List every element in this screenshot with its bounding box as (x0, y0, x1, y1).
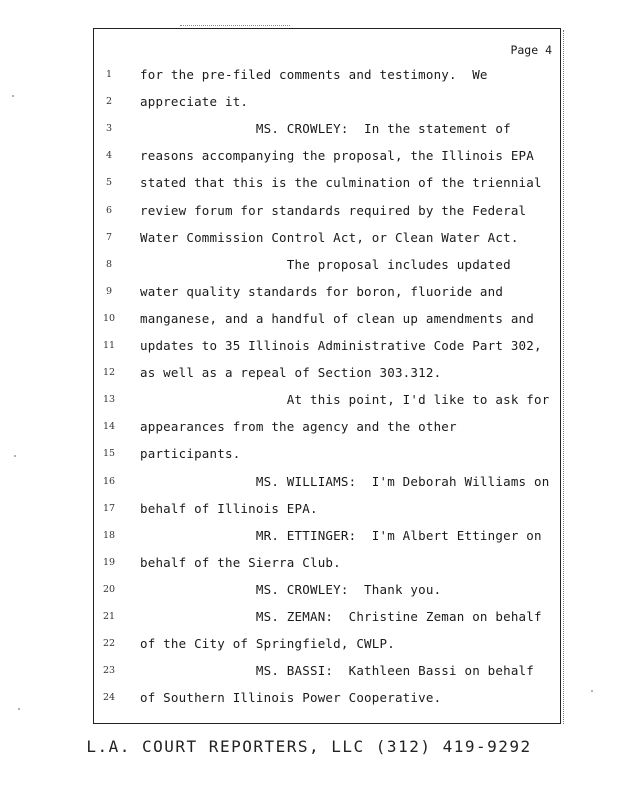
line-number: 2 (105, 96, 113, 108)
transcript-line: stated that this is the culmination of the triennial (140, 175, 542, 191)
line-number: 11 (102, 340, 116, 351)
transcript-line: behalf of Illinois EPA. (140, 500, 318, 516)
transcript-line: The proposal includes updated (140, 256, 511, 272)
transcript-line: water quality standards for boron, fluoride and (140, 283, 504, 299)
line-number: 7 (105, 231, 113, 243)
line-number: 21 (102, 611, 116, 622)
transcript-line: MR. ETTINGER: I'm Albert Ettinger on (140, 527, 542, 543)
transcript-line: updates to 35 Illinois Administrative Code Part 302, (140, 338, 542, 353)
line-number: 5 (105, 177, 113, 189)
line-number: 4 (105, 150, 113, 162)
scan-speck (12, 95, 14, 97)
line-number: 19 (102, 556, 116, 568)
transcript-line: At this point, I'd like to ask for (140, 392, 550, 408)
transcript-line: MS. CROWLEY: In the statement of (140, 121, 511, 137)
right-margin-rule (563, 30, 564, 724)
line-number: 17 (102, 502, 116, 514)
transcript-line: MS. WILLIAMS: I'm Deborah Williams on (140, 473, 550, 489)
scan-speck (14, 455, 16, 457)
transcript-line: for the pre-filed comments and testimony. We (140, 67, 488, 82)
transcript-page (93, 28, 561, 724)
line-number: 23 (102, 665, 116, 677)
line-number: 12 (102, 367, 116, 379)
transcript-line: manganese, and a handful of clean up amendments and (140, 310, 535, 326)
transcript-line: participants. (140, 446, 241, 462)
transcript-line: of Southern Illinois Power Cooperative. (140, 690, 442, 706)
transcript-line: MS. BASSI: Kathleen Bassi on behalf (140, 663, 535, 679)
line-number: 15 (102, 448, 116, 460)
scan-speck (591, 690, 593, 692)
transcript-line: MS. CROWLEY: Thank you. (140, 581, 442, 597)
line-number: 10 (102, 312, 116, 324)
transcript-line: behalf of the Sierra Club. (140, 554, 341, 570)
scan-speck (18, 708, 20, 710)
transcript-line: as well as a repeal of Section 303.312. (140, 365, 442, 381)
top-scan-mark (180, 25, 290, 26)
transcript-line: appearances from the agency and the other (140, 419, 457, 435)
transcript-line: Water Commission Control Act, or Clean Water Act. (140, 229, 519, 245)
line-number: 9 (105, 285, 113, 297)
line-number: 6 (105, 204, 113, 216)
line-number: 24 (102, 692, 116, 704)
line-number: 22 (102, 638, 116, 650)
transcript-line: appreciate it. (140, 94, 249, 110)
line-number: 13 (102, 394, 116, 406)
line-number: 18 (102, 529, 116, 541)
transcript-line: MS. ZEMAN: Christine Zeman on behalf (140, 609, 542, 624)
line-number: 3 (105, 123, 113, 135)
line-number: 14 (102, 421, 116, 433)
line-number: 16 (102, 475, 116, 487)
transcript-line: of the City of Springfield, CWLP. (140, 636, 395, 652)
line-number: 8 (105, 258, 113, 270)
transcript-line: review forum for standards required by the Federal (140, 202, 527, 218)
line-number: 1 (105, 69, 113, 80)
line-number: 20 (102, 583, 116, 595)
transcript-line: reasons accompanying the proposal, the Illinois EPA (140, 148, 535, 164)
footer-reporter: L.A. COURT REPORTERS, LLC (312) 419-9292 (86, 737, 532, 756)
page-number: Page 4 (510, 43, 552, 57)
